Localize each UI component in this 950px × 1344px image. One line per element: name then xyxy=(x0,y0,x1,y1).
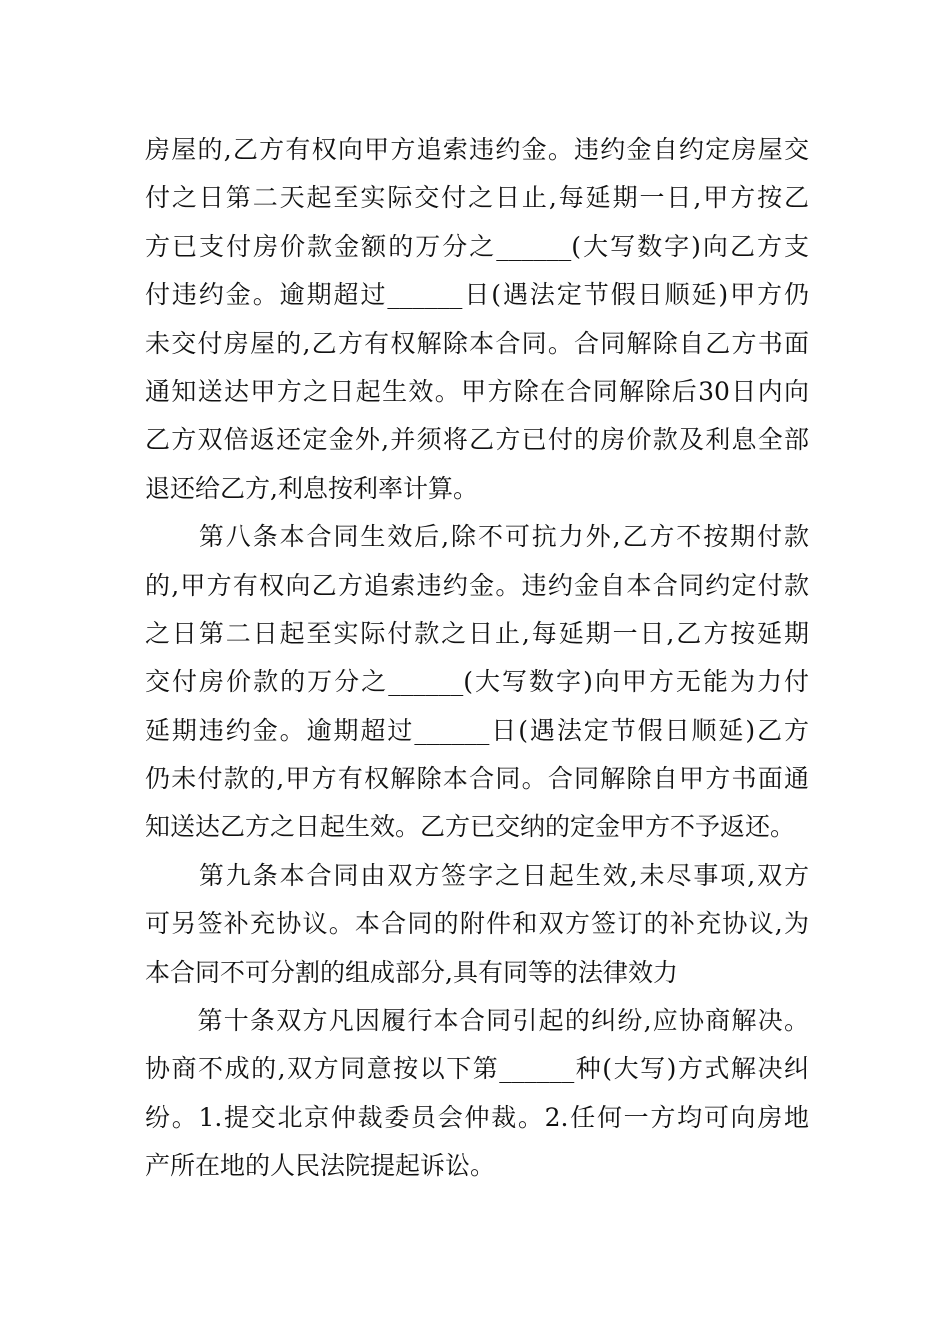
article-9 xyxy=(145,852,809,997)
text-line: 未交付房屋的,乙方有权解除本合同。合同解除自乙方书面 xyxy=(145,328,809,358)
article-8 xyxy=(145,513,809,852)
text-line: 之日第二日起至实际付款之日止,每延期一日,乙方按延期 xyxy=(145,618,809,648)
text-line: 第九条本合同由双方签字之日起生效,未尽事项,双方 xyxy=(145,860,809,890)
text-line: 交付房价款的万分之______(大写数字)向甲方无能为力付 xyxy=(145,667,809,697)
text-line: 付违约金。逾期超过______日(遇法定节假日顺延)甲方仍 xyxy=(145,280,809,310)
contract-text xyxy=(145,126,809,1191)
text-line: 协商不成的,双方同意按以下第______种(大写)方式解决纠 xyxy=(145,1054,809,1084)
text-line: 第八条本合同生效后,除不可抗力外,乙方不按期付款 xyxy=(145,522,809,552)
text-line: 产所在地的人民法院提起诉讼。 xyxy=(145,1151,496,1181)
text-line: 的,甲方有权向乙方追索违约金。违约金自本合同约定付款 xyxy=(145,570,809,600)
text-line: 乙方双倍返还定金外,并须将乙方已付的房价款及利息全部 xyxy=(145,425,809,455)
text-line: 第十条双方凡因履行本合同引起的纠纷,应协商解决。 xyxy=(145,1006,809,1036)
paragraph-continuation xyxy=(145,126,809,513)
text-line: 延期违约金。逾期超过______日(遇法定节假日顺延)乙方 xyxy=(145,715,809,745)
text-line: 方已支付房价款金额的万分之______(大写数字)向乙方支 xyxy=(145,231,809,261)
text-line: 本合同不可分割的组成部分,具有同等的法律效力 xyxy=(145,957,678,987)
text-line: 房屋的,乙方有权向甲方追索违约金。违约金自约定房屋交 xyxy=(145,135,809,164)
text-line: 可另签补充协议。本合同的附件和双方签订的补充协议,为 xyxy=(145,909,809,939)
text-line: 通知送达甲方之日起生效。甲方除在合同解除后30日内向 xyxy=(145,376,809,406)
text-line: 付之日第二天起至实际交付之日止,每延期一日,甲方按乙 xyxy=(145,183,809,213)
article-10 xyxy=(145,997,809,1191)
text-line: 知送达乙方之日起生效。乙方已交纳的定金甲方不予返还。 xyxy=(145,812,796,842)
text-line: 仍未付款的,甲方有权解除本合同。合同解除自甲方书面通 xyxy=(145,764,809,794)
text-line: 退还给乙方,利息按利率计算。 xyxy=(145,473,478,503)
text-line: 纷。1.提交北京仲裁委员会仲裁。2.任何一方均可向房地 xyxy=(145,1102,809,1132)
